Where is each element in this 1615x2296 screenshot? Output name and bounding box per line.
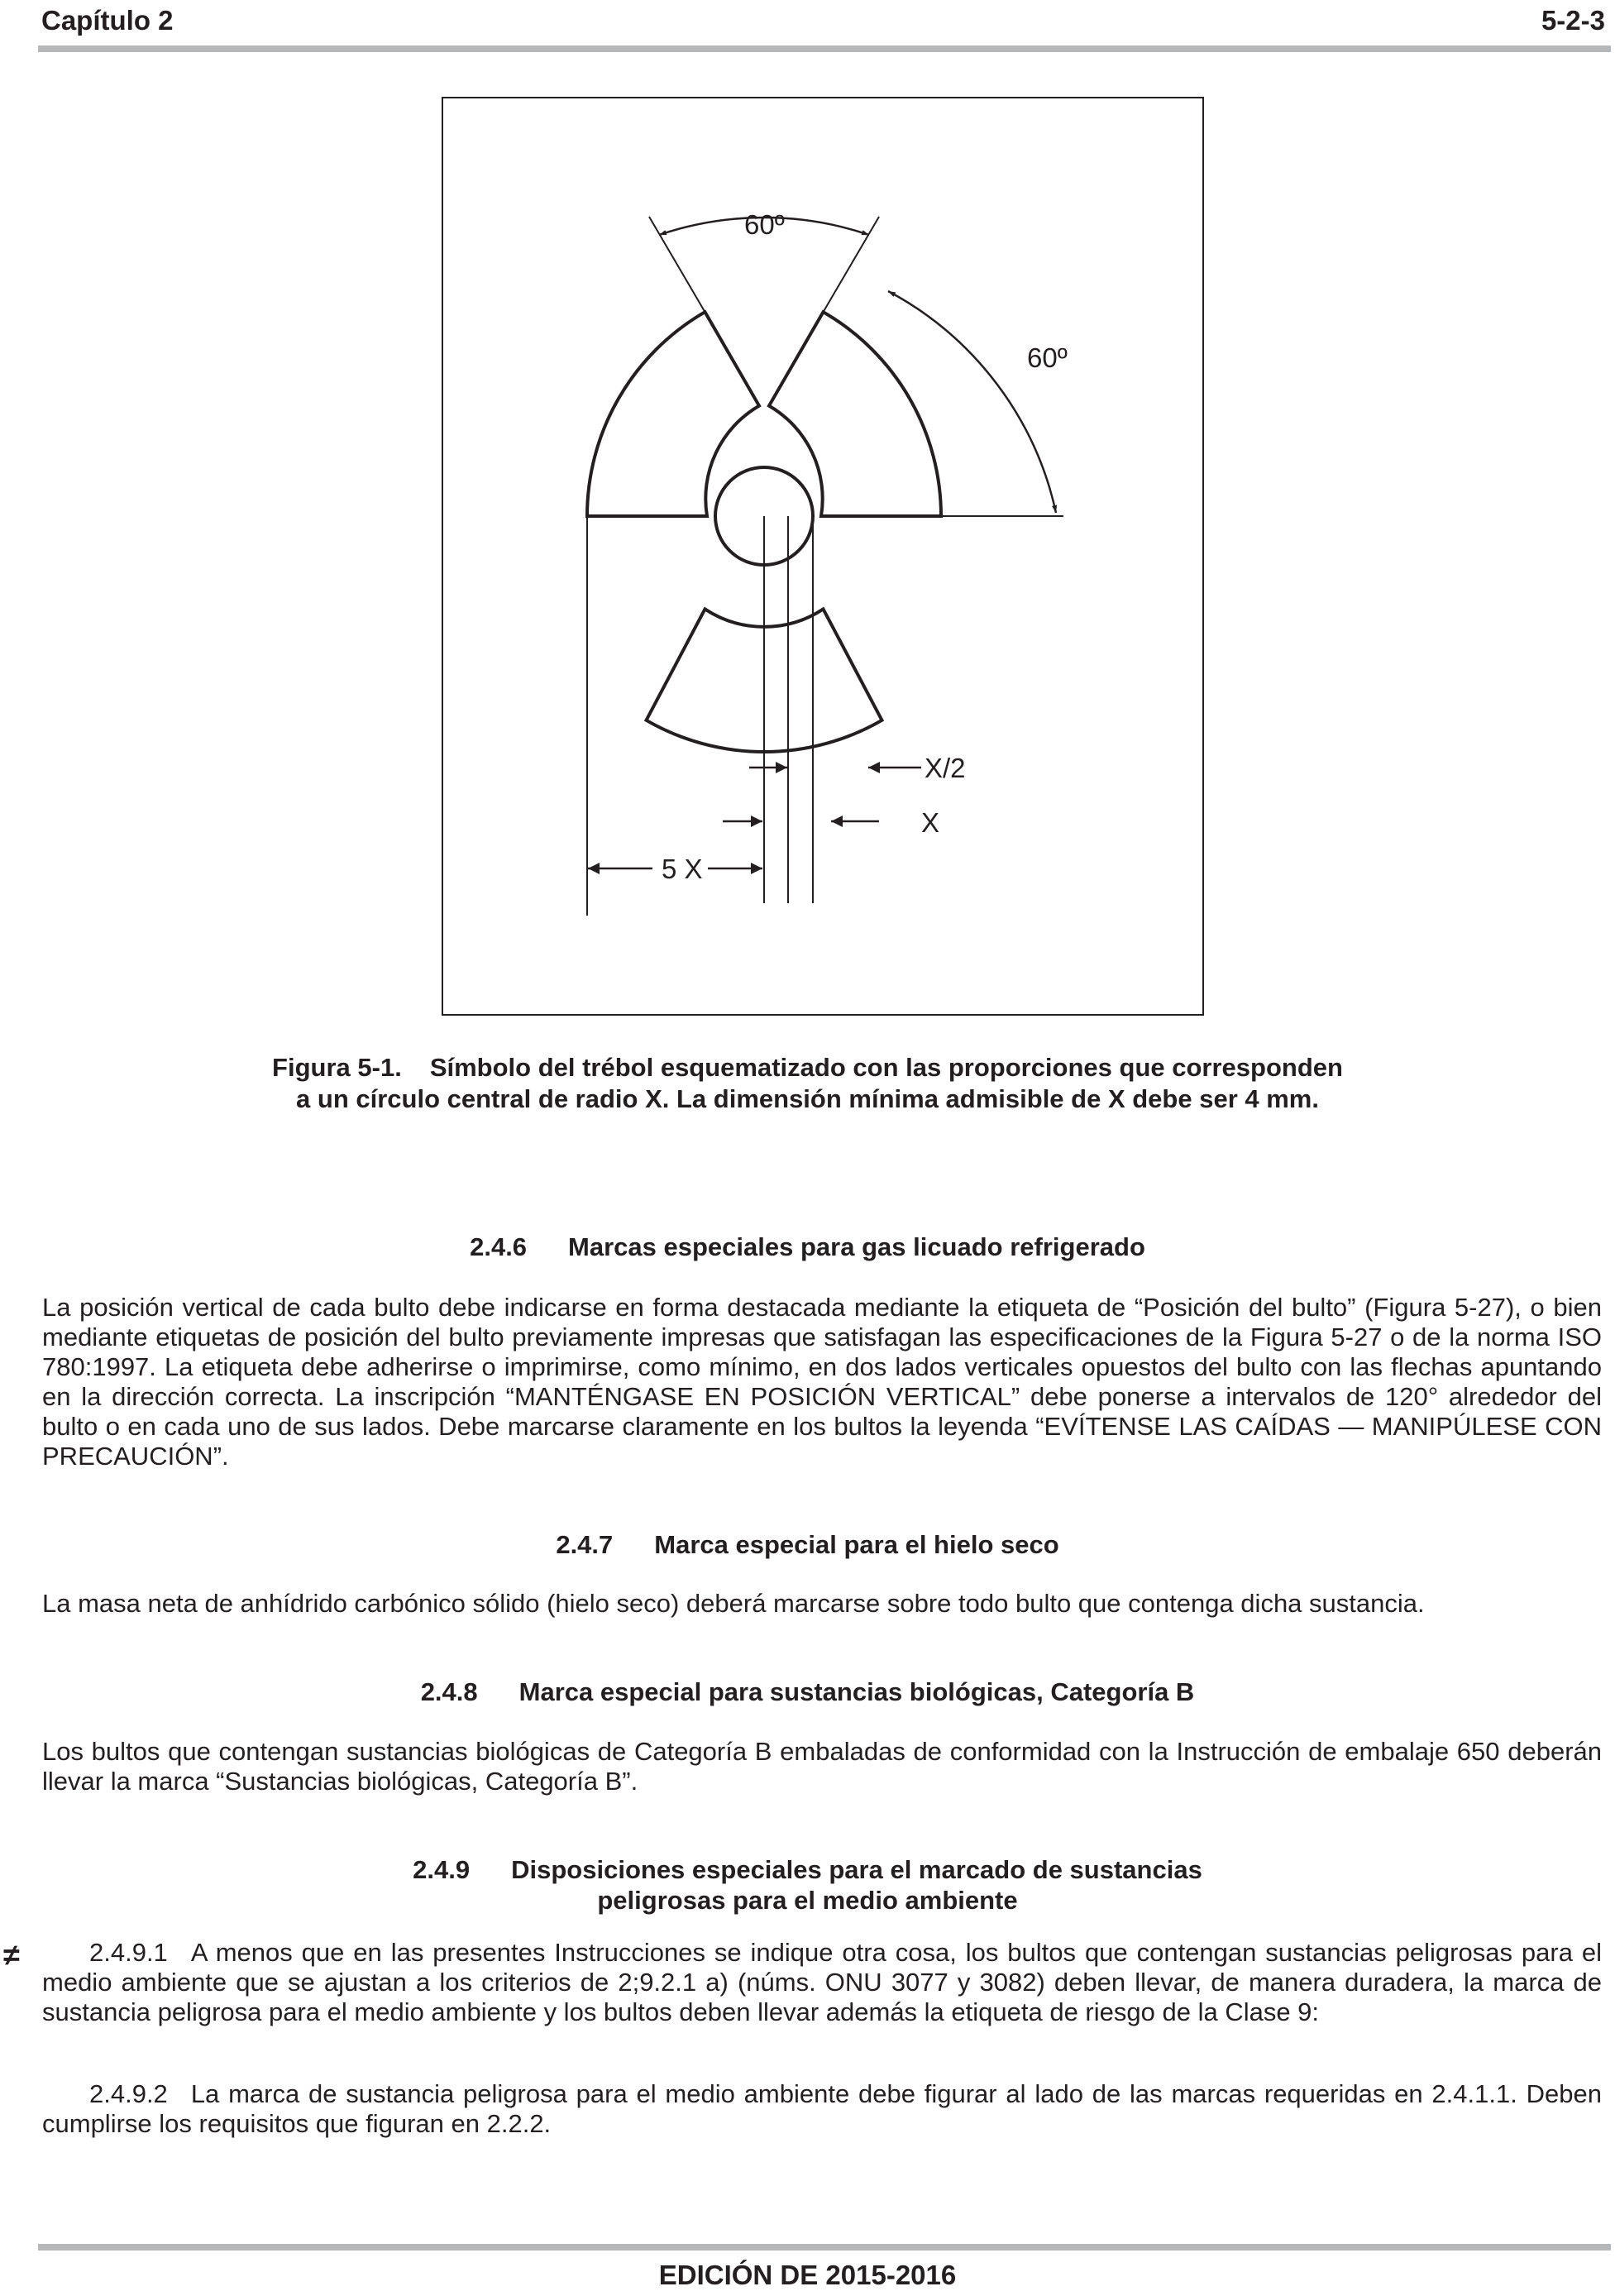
edition-footer: EDICIÓN DE 2015-2016 [658,2260,957,2290]
section-heading-2-4-9 [0,1854,1615,1916]
subsection-2-4-9-2 [42,2079,1602,2139]
trefoil-figure [442,97,1204,1016]
chapter-title: Capítulo 2 [41,5,174,36]
section-heading-2-4-6 [0,1232,1615,1262]
footer-rule [38,2244,1611,2251]
caption-line-2: a un círculo central de radio X. La dimensión mínima admisible de X debe ser 4 mm. [296,1084,1319,1113]
section-heading-2-4-8 [0,1677,1615,1707]
dim-label-x: X [921,807,940,838]
dim-label-5x: 5 X [662,854,703,884]
figure-border [442,98,1203,1015]
trefoil-blade-right [769,312,941,516]
figure-caption [0,1052,1615,1115]
section-body-2-4-6: La posición vertical de cada bulto debe indicarse en forma destacada mediante la etiqueta de “Posición del bulto” (Figura 5-27), o bien mediante etiquetas de posición del bulto previamente impresas que satisfagan las especificaciones de la Figura 5-27 o de la norma ISO 780:1997. La etiqueta debe adherirse o imprimirse, como mínimo, en dos lados verticales opuestos del bulto con las flechas apuntando en la dirección correcta. La inscripción “MANTÉNGASE EN POSICIÓN VERTICAL” debe ponerse a intervalos de 120° alrededor del bulto o en cada uno de sus lados. Debe marcarse claramente en los bultos la leyenda “EVÍTENSE LAS CAÍDAS — MANIPÚLESE CON PRECAUCIÓN”. [42,1293,1602,1471]
angle-label-side: 60º [1027,342,1068,373]
section-number: 2.4.6 [470,1232,528,1261]
section-number: 2.4.8 [420,1677,478,1706]
section-title-line-1: Disposiciones especiales para el marcado de sustancias [511,1855,1202,1884]
section-body-2-4-7: La masa neta de anhídrido carbónico sólido (hielo seco) deberá marcarse sobre todo bulto que contenga dicha sustancia. [42,1589,1425,1618]
page-number: 5-2-3 [1541,5,1605,36]
subsection-2-4-9-1 [42,1938,1602,2027]
section-heading-2-4-7 [0,1529,1615,1560]
section-body-2-4-8: Los bultos que contengan sustancias biológicas de Categoría B embaladas de conformidad con la Instrucción de embalaje 650 deberán llevar la marca “Sustancias biológicas, Categoría B”. [42,1737,1602,1796]
change-mark-icon: ≠ [3,1938,20,1972]
section-title: Marca especial para el hielo seco [654,1530,1059,1559]
section-number: 2.4.7 [556,1530,614,1559]
section-title-line-2: peligrosas para el medio ambiente [597,1886,1018,1915]
subsection-number: 2.4.9.2 [89,2079,168,2108]
subsection-number: 2.4.9.1 [89,1938,168,1967]
figure-number: Figura 5-1. [272,1053,402,1082]
subsection-body: A menos que en las presentes Instrucciones se indique otra cosa, los bultos que contengan sustancias peligrosas para el medio ambiente que se ajustan a los criterios de 2;9.2.1 a) (núms. ONU 3077 y 3082) deben llevar, de manera duradera, la marca de sustancia peligrosa para el medio ambiente y los bultos deben llevar además la etiqueta de riesgo de la Clase 9: [42,1938,1602,2026]
subsection-body: La marca de sustancia peligrosa para el medio ambiente debe figurar al lado de las marcas requeridas en 2.4.1.1. Deben cumplirse los requisitos que figuran en 2.2.2. [42,2079,1602,2138]
angle-label-top: 60º [744,209,785,240]
section-title: Marca especial para sustancias biológicas, Categoría B [518,1677,1195,1706]
header-rule [38,45,1611,52]
caption-line-1: Símbolo del trébol esquematizado con las proporciones que corresponden [429,1053,1343,1082]
section-number: 2.4.9 [413,1855,471,1884]
section-title: Marcas especiales para gas licuado refrigerado [568,1232,1145,1261]
trefoil-blade-left [587,312,759,516]
dim-label-half-x: X/2 [925,753,966,783]
